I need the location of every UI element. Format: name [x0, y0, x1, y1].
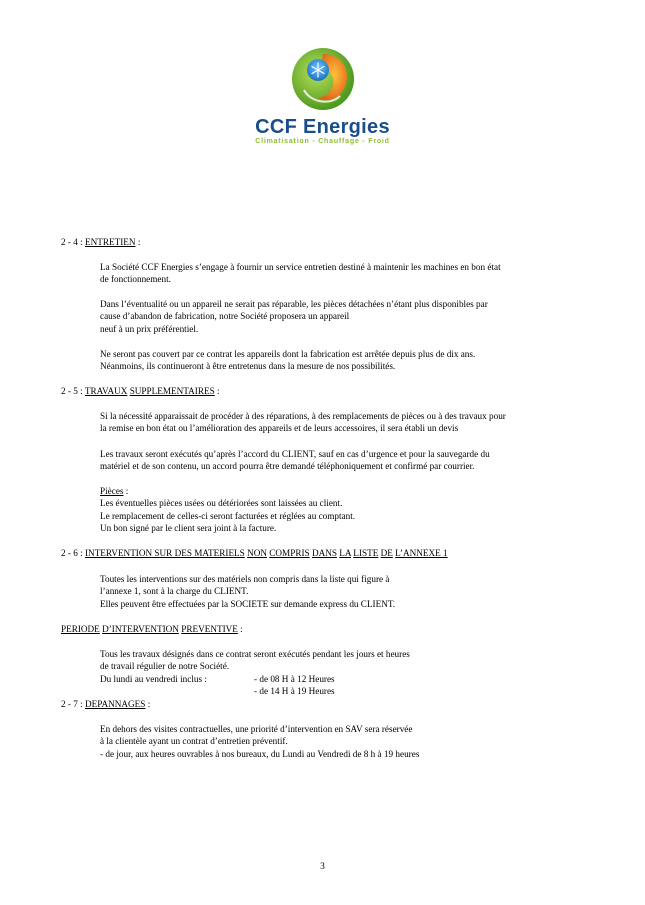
- section-title: DEPANNAGES: [85, 699, 146, 709]
- section-title-suffix: :: [214, 386, 220, 396]
- section-number: 2 - 5 :: [61, 386, 83, 396]
- page-number: 3: [320, 862, 325, 872]
- section-title: PREVENTIVE: [181, 624, 238, 634]
- paragraph-line: la remise en bon état ou l’amélioration des appareils et de leurs accessoires, il sera établi un devis: [100, 423, 459, 433]
- paragraph-line: Un bon signé par le client sera joint à la facture.: [100, 523, 277, 533]
- section-heading-2-6: [61, 547, 448, 559]
- paragraph-line: Les éventuelles pièces usées ou détériorées sont laissées au client.: [100, 498, 343, 508]
- logo-emblem-icon: [290, 46, 356, 112]
- paragraph-line: matériel et de son contenu, un accord pourra être demandé téléphoniquement et confirmé par courrier.: [100, 461, 475, 471]
- paragraph-line: Le remplacement de celles-ci seront facturées et réglées au comptant.: [100, 511, 356, 521]
- paragraph-line: neuf à un prix préférentiel.: [100, 324, 199, 334]
- section-number: 2 - 7 :: [61, 699, 83, 709]
- paragraph-line: Néanmoins, ils continueront à être entretenus dans la mesure de nos possibilités.: [100, 361, 396, 371]
- paragraph-line: En dehors des visites contractuelles, une priorité d’intervention en SAV sera réservée: [100, 724, 413, 734]
- paragraph-line: à la clientèle ayant un contrat d’entretien préventif.: [100, 736, 288, 746]
- paragraph-line: cause d’abandon de fabrication, notre Société proposera un appareil: [100, 311, 350, 321]
- paragraph-line: de travail régulier de notre Société.: [100, 661, 230, 671]
- section-number: 2 - 6 :: [61, 548, 83, 558]
- section-title: L’ANNEXE 1: [395, 548, 448, 558]
- section-title: INTERVENTION SUR DES MATERIELS: [85, 548, 245, 558]
- section-heading-2-5: [61, 385, 220, 397]
- paragraph-line: Ne seront pas couvert par ce contrat les appareils dont la fabrication est arrêtée depuis plus de dix ans.: [100, 349, 476, 359]
- paragraph-line: Toutes les interventions sur des matériels non compris dans la liste qui figure à: [100, 574, 390, 584]
- section-title: TRAVAUX: [84, 386, 128, 396]
- section-title: DANS: [311, 548, 337, 558]
- pieces-title: Pièces: [100, 486, 124, 496]
- section-title-suffix: :: [145, 699, 151, 709]
- section-title: LA: [339, 548, 351, 558]
- section-title: SUPPLEMENTAIRES: [129, 386, 215, 396]
- schedule-days: Du lundi au vendredi inclus :: [100, 674, 207, 684]
- section-title: NON: [247, 548, 267, 558]
- section-heading-periode: [61, 623, 243, 635]
- section-title-suffix: :: [237, 624, 243, 634]
- company-logo: [0, 46, 645, 145]
- section-heading-2-7: [61, 698, 150, 710]
- paragraph-line: Elles peuvent être effectuées par la SOCIETE sur demande express du CLIENT.: [100, 599, 396, 609]
- paragraph-line: La Société CCF Energies s’engage à fournir un service entretien destiné à maintenir les machines en bon état: [100, 262, 501, 272]
- section-number: 2 - 4 :: [61, 237, 83, 247]
- section-title: LISTE: [353, 548, 379, 558]
- section-heading-2-4: [61, 236, 140, 248]
- paragraph-line: - de jour, aux heures ouvrables à nos bureaux, du Lundi au Vendredi de 8 h à 19 heures: [100, 749, 420, 759]
- section-title: COMPRIS: [269, 548, 310, 558]
- paragraph-line: Si la nécessité apparaissait de procéder à des réparations, à des remplacements de pièces ou à des travaux pour: [100, 411, 506, 421]
- section-title: DE: [380, 548, 393, 558]
- brand-name: CCF Energies: [255, 116, 390, 138]
- brand-tagline: Climatisation - Chauffage - Froid: [255, 138, 390, 145]
- schedule-hours-afternoon: - de 14 H à 19 Heures: [254, 686, 335, 696]
- section-title: D’INTERVENTION: [102, 624, 179, 634]
- section-title: PERIODE: [61, 624, 100, 634]
- schedule-hours-morning: - de 08 H à 12 Heures: [254, 674, 335, 684]
- pieces-label: [100, 485, 128, 497]
- pieces-suffix: :: [123, 486, 129, 496]
- section-title: ENTRETIEN: [85, 237, 136, 247]
- paragraph-line: l’annexe 1, sont à la charge du CLIENT.: [100, 586, 249, 596]
- paragraph-line: de fonctionnement.: [100, 274, 171, 284]
- paragraph-line: Les travaux seront exécutés qu’après l’accord du CLIENT, sauf en cas d’urgence et pour la sauvegarde du: [100, 449, 490, 459]
- paragraph-line: Tous les travaux désignés dans ce contrat seront exécutés pendant les jours et heures: [100, 649, 410, 659]
- section-title-suffix: :: [135, 237, 141, 247]
- paragraph-line: Dans l’éventualité ou un appareil ne serait pas réparable, les pièces détachées n’étant plus disponibles par: [100, 299, 488, 309]
